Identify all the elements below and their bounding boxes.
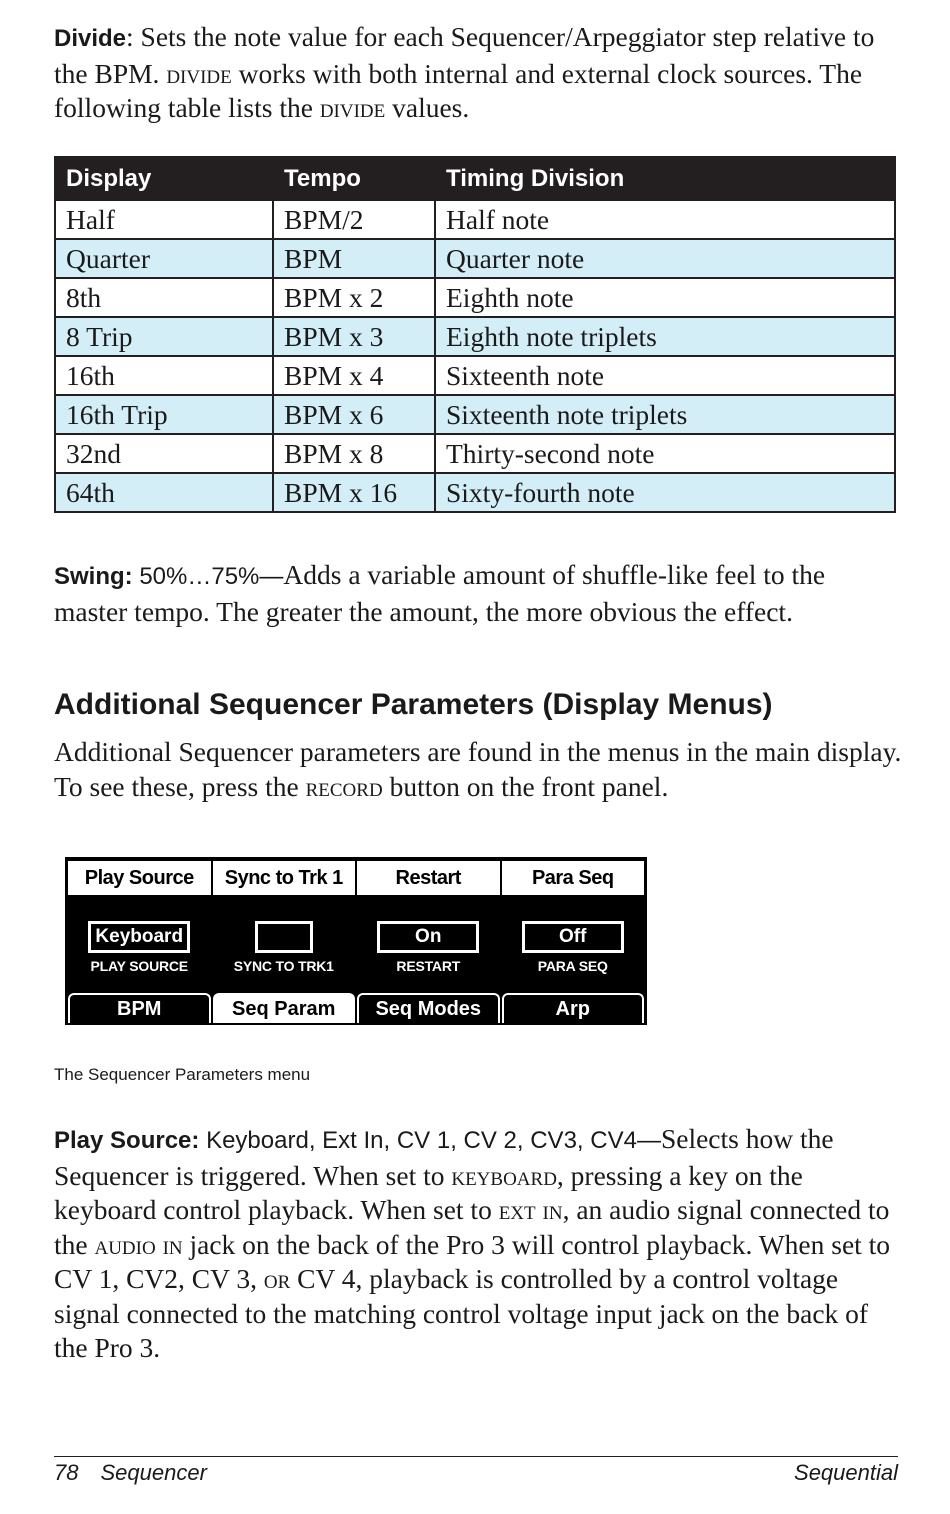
table-cell: BPM bbox=[273, 239, 435, 278]
table-row bbox=[55, 317, 895, 356]
sync-to-trk1-label: SYNC TO TRK1 bbox=[233, 958, 334, 974]
section-heading: Additional Sequencer Parameters (Display Menus) bbox=[54, 688, 773, 721]
table-header-tempo: Tempo bbox=[273, 157, 435, 200]
footer-brand: Sequential bbox=[794, 1460, 898, 1485]
table-row bbox=[55, 473, 895, 512]
sync-to-trk1-checkbox bbox=[255, 921, 313, 953]
display-header-sync-to-trk1: Sync to Trk 1 bbox=[212, 859, 357, 897]
divide-table bbox=[54, 156, 896, 513]
divide-paragraph bbox=[54, 20, 904, 126]
display-values-row bbox=[67, 921, 645, 981]
table-cell: BPM x 8 bbox=[273, 434, 435, 473]
table-cell: Thirty-second note bbox=[435, 434, 895, 473]
audio-in-keyword: audio in bbox=[94, 1228, 183, 1260]
additional-paragraph bbox=[54, 735, 904, 804]
keyboard-keyword: keyboard bbox=[451, 1159, 557, 1191]
play-source-text: , an audio signal connected to the bbox=[54, 1194, 890, 1260]
table-cell: 16th Trip bbox=[55, 395, 273, 434]
divide-text: : Sets the note value for each Sequencer/Arpeggiator step relative to the BPM. bbox=[54, 21, 875, 89]
table-cell: Eighth note triplets bbox=[435, 317, 895, 356]
table-cell: BPM/2 bbox=[273, 200, 435, 239]
table-cell: Eighth note bbox=[435, 278, 895, 317]
footer-left bbox=[54, 1460, 207, 1486]
tab-bpm: BPM bbox=[68, 993, 211, 1023]
table-row bbox=[55, 278, 895, 317]
table-cell: Half bbox=[55, 200, 273, 239]
additional-text: button on the front panel. bbox=[382, 770, 669, 802]
tab-seq-param: Seq Param bbox=[213, 993, 356, 1023]
divide-keyword: divide bbox=[319, 92, 386, 123]
play-source-label: PLAY SOURCE bbox=[90, 958, 188, 974]
swing-text: Adds a variable amount of shuffle-like feel to the master tempo. The greater the amount, the more obvious the effect. bbox=[54, 559, 826, 627]
table-row bbox=[55, 434, 895, 473]
play-source-param bbox=[67, 921, 212, 981]
display-header-para-seq: Para Seq bbox=[501, 859, 646, 897]
table-cell: 8th bbox=[55, 278, 273, 317]
table-cell: Quarter bbox=[55, 239, 273, 278]
swing-term: Swing: bbox=[54, 563, 133, 590]
table-cell: 16th bbox=[55, 356, 273, 395]
figure-caption: The Sequencer Parameters menu bbox=[54, 1065, 311, 1084]
divide-text: works with both internal and external clock sources. The following table lists the bbox=[54, 57, 863, 123]
table-cell: BPM x 3 bbox=[273, 317, 435, 356]
table-cell: Quarter note bbox=[435, 239, 895, 278]
divide-term: Divide bbox=[54, 25, 127, 52]
display-header-row bbox=[67, 859, 645, 897]
table-cell: Sixteenth note bbox=[435, 356, 895, 395]
play-source-term: Play Source: bbox=[54, 1127, 200, 1154]
or-keyword: or bbox=[263, 1263, 291, 1294]
restart-param bbox=[356, 921, 501, 981]
divide-text: values. bbox=[385, 92, 470, 123]
table-cell: 32nd bbox=[55, 434, 273, 473]
tab-seq-modes: Seq Modes bbox=[357, 993, 500, 1023]
sequencer-parameters-display bbox=[65, 857, 647, 1025]
page-number: 78 bbox=[54, 1460, 79, 1485]
table-cell: 8 Trip bbox=[55, 317, 273, 356]
table-cell: BPM x 16 bbox=[273, 473, 435, 512]
divide-keyword: divide bbox=[166, 57, 232, 89]
table-cell: Sixty-fourth note bbox=[435, 473, 895, 512]
table-row bbox=[55, 200, 895, 239]
restart-value: On bbox=[377, 921, 479, 953]
display-header-play-source: Play Source bbox=[67, 859, 212, 897]
table-cell: 64th bbox=[55, 473, 273, 512]
table-header-row bbox=[55, 157, 895, 200]
table-cell: Sixteenth note triplets bbox=[435, 395, 895, 434]
play-source-value: Keyboard bbox=[88, 921, 190, 953]
restart-label: RESTART bbox=[396, 958, 461, 974]
table-row bbox=[55, 356, 895, 395]
display-tab-row bbox=[67, 993, 645, 1023]
swing-paragraph bbox=[54, 558, 904, 629]
play-source-text: CV 4, playback is controlled by a control voltage signal connected to the matching control voltage input jack on the back of the Pro 3. bbox=[54, 1263, 869, 1363]
tab-arp: Arp bbox=[502, 993, 645, 1023]
play-source-text: jack on the back of the Pro 3 will control playback. When set to CV 1, CV2, CV 3, bbox=[54, 1228, 891, 1294]
additional-text: Additional Sequencer parameters are found in the menus in the main display. To see these, press the bbox=[54, 736, 902, 802]
table-cell: BPM x 6 bbox=[273, 395, 435, 434]
para-seq-label: PARA SEQ bbox=[537, 958, 608, 974]
table-header-display: Display bbox=[55, 157, 273, 200]
para-seq-value: Off bbox=[522, 921, 624, 953]
play-source-options: Keyboard, Ext In, CV 1, CV 2, CV3, CV4— bbox=[199, 1127, 661, 1154]
play-source-paragraph bbox=[54, 1122, 904, 1366]
table-row bbox=[55, 395, 895, 434]
para-seq-param bbox=[501, 921, 646, 981]
play-source-text: , pressing a key on the keyboard control playback. When set to bbox=[54, 1159, 803, 1225]
display-header-restart: Restart bbox=[356, 859, 501, 897]
ext-in-keyword: ext in bbox=[498, 1194, 563, 1225]
record-keyword: record bbox=[305, 770, 383, 802]
footer-rule bbox=[54, 1456, 898, 1457]
chapter-name: Sequencer bbox=[100, 1460, 207, 1485]
table-cell: Half note bbox=[435, 200, 895, 239]
table-row bbox=[55, 239, 895, 278]
swing-range: 50%…75%— bbox=[132, 563, 284, 590]
table-header-timing-division: Timing Division bbox=[435, 157, 895, 200]
play-source-text: Selects how the Sequencer is triggered. When set to bbox=[54, 1123, 834, 1191]
table-cell: BPM x 4 bbox=[273, 356, 435, 395]
table-cell: BPM x 2 bbox=[273, 278, 435, 317]
sync-to-trk1-param bbox=[212, 921, 357, 981]
